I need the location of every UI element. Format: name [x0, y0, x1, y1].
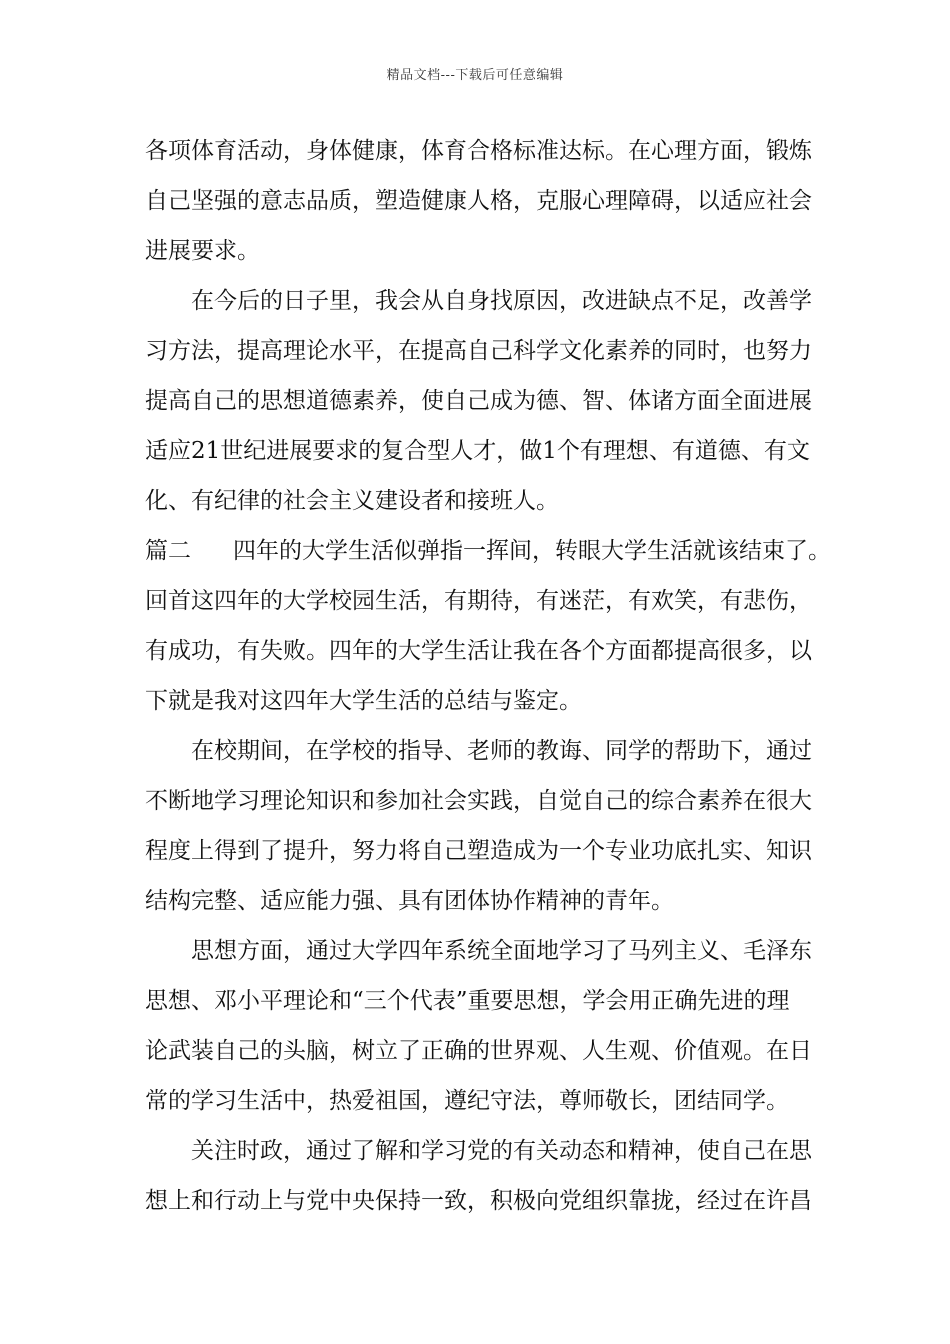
text-line: 习方法，提高理论水平，在提高自己科学文化素养的同时，也努力: [145, 338, 812, 364]
text-line: 想上和行动上与党中央保持一致，积极向党组织靠拢，经过在许昌: [145, 1188, 812, 1214]
text-line: 结构完整、适应能力强、具有团体协作精神的青年。: [145, 888, 674, 914]
paragraph-first-line: 思想方面，通过大学四年系统全面地学习了马列主义、毛泽东: [191, 938, 812, 964]
text-line: 不断地学习理论知识和参加社会实践，自觉自己的综合素养在很大: [145, 788, 812, 814]
text-line: 进展要求。: [145, 238, 260, 264]
section-first-sentence: 四年的大学生活似弹指一挥间，转眼大学生活就该结束了。: [233, 538, 831, 564]
text-line: 回首这四年的大学校园生活，有期待，有迷茫，有欢笑，有悲伤，: [145, 588, 812, 614]
section-label: 篇二: [145, 538, 191, 564]
section-heading-line: [145, 533, 831, 583]
text-line: 提高自己的思想道德素养，使自己成为德、智、体诸方面全面进展: [145, 388, 812, 414]
text-line: 论武装自己的头脑，树立了正确的世界观、人生观、价值观。在日: [145, 1038, 812, 1064]
text-line: 化、有纪律的社会主义建设者和接班人。: [145, 488, 559, 514]
paragraph-first-line: 在校期间，在学校的指导、老师的教诲、同学的帮助下，通过: [191, 738, 812, 764]
text-line: 思想、邓小平理论和“三个代表”重要思想，学会用正确先进的理: [145, 988, 790, 1014]
paragraph-first-line: 在今后的日子里，我会从自身找原因，改进缺点不足，改善学: [191, 288, 812, 314]
text-line: 自己坚强的意志品质，塑造健康人格，克服心理障碍，以适应社会: [145, 188, 812, 214]
page-header: 精品文档---下载后可任意编辑: [386, 68, 564, 83]
text-line: 下就是我对这四年大学生活的总结与鉴定。: [145, 688, 582, 714]
text-line: 有成功，有失败。四年的大学生活让我在各个方面都提高很多，以: [145, 638, 812, 664]
paragraph-first-line: 关注时政，通过了解和学习党的有关动态和精神，使自己在思: [191, 1138, 812, 1164]
text-line: 程度上得到了提升，努力将自己塑造成为一个专业功底扎实、知识: [145, 838, 812, 864]
document-body: [145, 133, 831, 1233]
text-line: 各项体育活动，身体健康，体育合格标准达标。在心理方面，锻炼: [145, 138, 812, 164]
text-line: 常的学习生活中，热爱祖国，遵纪守法，尊师敬长，团结同学。: [145, 1088, 789, 1114]
text-line: 适应21世纪进展要求的复合型人才，做1个有理想、有道德、有文: [145, 438, 810, 464]
